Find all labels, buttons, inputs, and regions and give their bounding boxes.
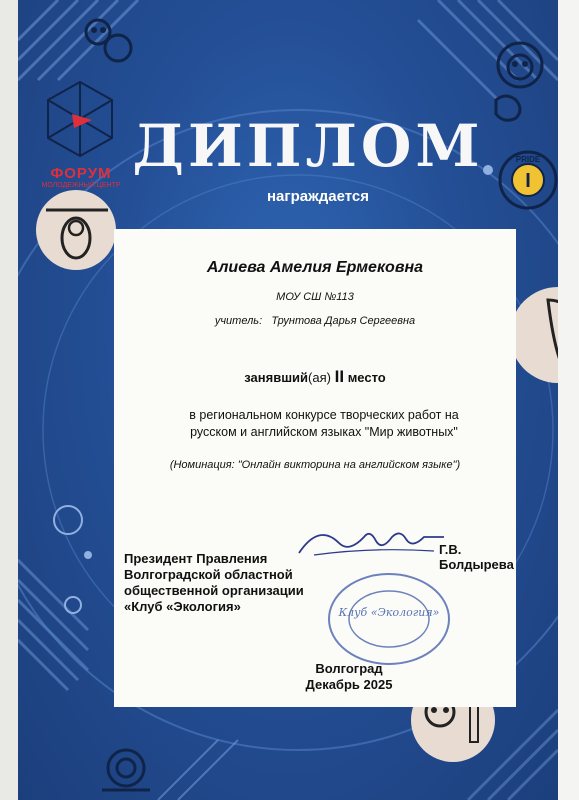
stripes-bottom-left — [18, 560, 88, 690]
sloth-icon — [36, 190, 116, 270]
teacher-name: Трунтова Дарья Сергеевна — [271, 315, 416, 327]
awarded-label: награждается — [266, 188, 370, 205]
city: Волгоград — [315, 661, 383, 676]
stripes-top-left — [18, 0, 138, 80]
place-suffix: (ая) — [308, 370, 331, 385]
photo-edge-right — [558, 0, 579, 800]
forum-logo-name: ФОРУМ — [50, 165, 112, 182]
contest-line-1: в региональном конкурсе творческих работ на — [189, 408, 459, 422]
place-prefix: занявший — [244, 370, 309, 385]
official-stamp — [324, 569, 454, 669]
badge-text: PRIDE — [515, 155, 541, 164]
stamp-text: Клуб «Экология» — [338, 606, 440, 619]
forum-logo-icon — [48, 82, 112, 156]
teacher-line — [114, 315, 516, 327]
teacher-label: учитель: — [214, 315, 263, 327]
president-line-1: Президент Правления — [124, 551, 268, 566]
signer-name: Г.В. Болдырева — [439, 542, 514, 572]
recipient-name: Алиева Амелия Ермековна — [206, 259, 424, 276]
school-name: МОУ СШ №113 — [276, 291, 354, 303]
place-word: место — [347, 370, 386, 385]
certificate-card — [114, 229, 516, 707]
woodpecker-icon — [510, 287, 558, 383]
diploma-title: ДИПЛОМ — [132, 112, 484, 180]
place-line — [114, 367, 516, 387]
president-line-2: Волгоградской областной — [124, 567, 293, 582]
city-date-block — [304, 661, 394, 693]
badge-numeral: I — [525, 170, 531, 192]
contest-text — [154, 407, 494, 441]
nomination-text: (Номинация: "Онлайн викторина на английском языке") — [169, 459, 461, 471]
pride-badge-icon — [500, 152, 556, 208]
contest-line-2: русском и английском языках "Мир животных" — [190, 425, 458, 439]
snail-icon — [102, 750, 150, 790]
forum-logo-subtitle: МОЛОДЕЖНЫЙ ЦЕНТР — [41, 182, 121, 189]
date: Декабрь 2025 — [305, 677, 393, 692]
photo-edge-left — [0, 0, 18, 800]
place-numeral: II — [334, 367, 345, 386]
president-line-3: общественной организации — [124, 583, 304, 598]
signature — [294, 525, 444, 565]
president-line-4: «Клуб «Экология» — [124, 599, 241, 614]
diploma-sheet — [18, 0, 558, 800]
